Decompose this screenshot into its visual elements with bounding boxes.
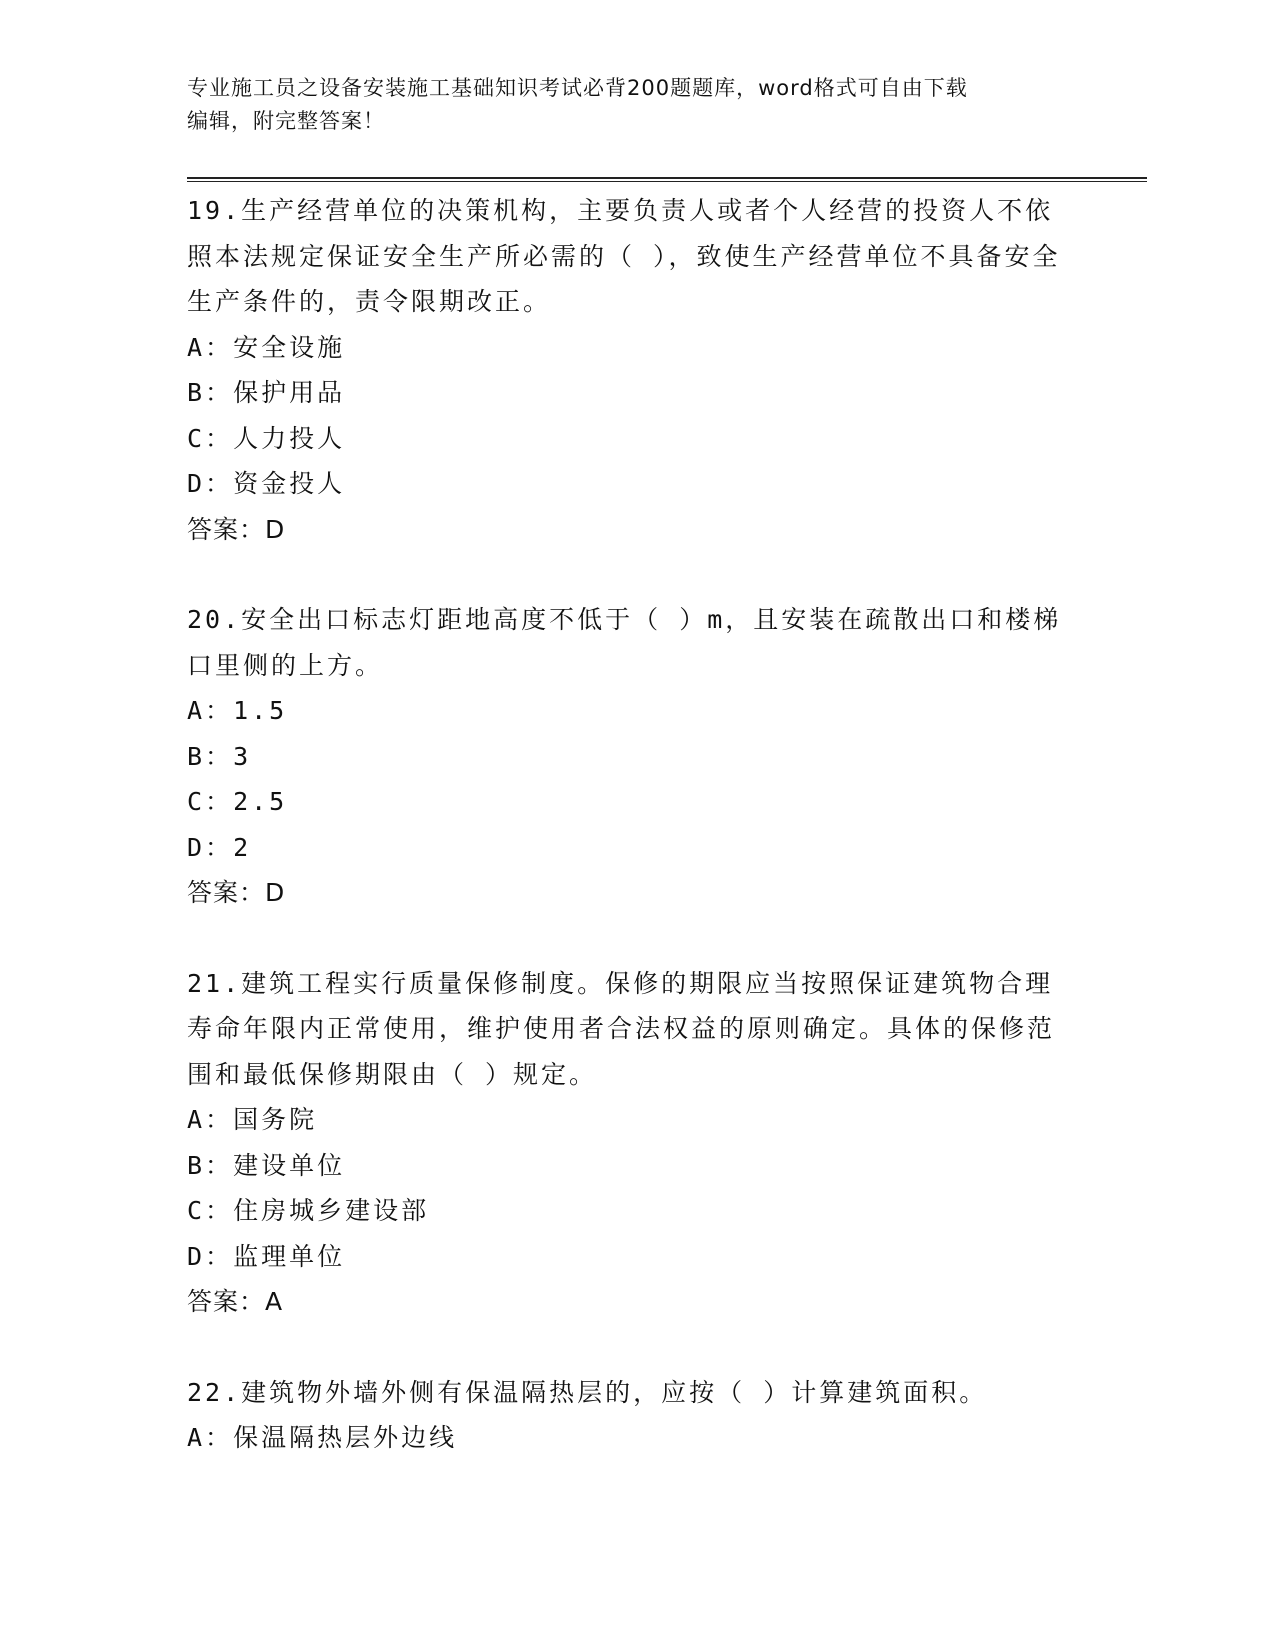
option-letter: B：: [187, 1150, 234, 1180]
question-22: [187, 1370, 1067, 1461]
option-text: 2: [233, 832, 252, 862]
option-letter: C：: [187, 787, 234, 816]
option-letter: B：: [187, 378, 234, 407]
option-text: 人力投人: [233, 423, 346, 453]
option-text: 资金投人: [233, 469, 346, 498]
option-text: 3: [233, 741, 252, 771]
option-text: 国务院: [233, 1105, 318, 1134]
question-stem: 19.生产经营单位的决策机构，主要负责人或者个人经营的投资人不依照本法规定保证安全生产所必需的（ ），致使生产经营单位不具备安全生产条件的，责令限期改正。: [187, 196, 1061, 316]
option-a: [187, 1415, 1067, 1461]
option-letter: A：: [187, 696, 234, 725]
option-c: [187, 779, 1067, 825]
question-21: [187, 961, 1067, 1325]
option-c: [187, 1188, 1067, 1234]
question-stem: 22.建筑物外墙外侧有保温隔热层的，应按（ ）计算建筑面积。: [187, 1377, 988, 1407]
question-stem: 21.建筑工程实行质量保修制度。保修的期限应当按照保证建筑物合理寿命年限内正常使用，维护使用者合法权益的原则确定。具体的保修范围和最低保修期限由（ ）规定。: [187, 968, 1056, 1089]
option-d: [187, 1234, 1067, 1280]
option-text: 1.5: [233, 696, 288, 725]
option-letter: C：: [187, 1196, 234, 1225]
option-letter: C：: [187, 423, 234, 453]
option-letter: A：: [187, 1105, 234, 1134]
option-b: [187, 734, 1067, 780]
question-stem: 20.安全出口标志灯距地高度不低于（ ）m，且安装在疏散出口和楼梯口里侧的上方。: [187, 605, 1062, 680]
header-divider-thin: [187, 181, 1147, 182]
option-text: 2.5: [233, 787, 288, 816]
option-letter: A：: [187, 332, 234, 362]
option-a: [187, 325, 1067, 371]
option-letter: D：: [187, 469, 234, 498]
option-text: 保温隔热层外边线: [233, 1423, 458, 1452]
answer-line: 答案：A: [187, 1287, 284, 1316]
question-list: [187, 188, 1067, 1506]
option-letter: D：: [187, 832, 234, 862]
answer-line: 答案：D: [187, 514, 286, 544]
option-letter: A：: [187, 1423, 234, 1452]
option-b: [187, 1143, 1067, 1189]
option-letter: D：: [187, 1241, 234, 1271]
document-header: [187, 72, 1067, 138]
option-text: 建设单位: [233, 1150, 346, 1180]
option-text: 保护用品: [233, 378, 346, 407]
header-line-2: 编辑，附完整答案！: [187, 109, 385, 133]
option-a: [187, 688, 1067, 734]
option-b: [187, 370, 1067, 416]
answer-line: 答案：D: [187, 878, 286, 907]
option-text: 安全设施: [233, 332, 346, 362]
header-line-1: 专业施工员之设备安装施工基础知识考试必背200题题库，word格式可自由下载: [187, 76, 968, 100]
option-d: [187, 825, 1067, 871]
question-20: [187, 597, 1067, 916]
option-c: [187, 416, 1067, 462]
question-19: [187, 188, 1067, 552]
option-letter: B：: [187, 741, 234, 771]
option-d: [187, 461, 1067, 507]
header-divider-thick: [187, 177, 1147, 179]
option-a: [187, 1097, 1067, 1143]
option-text: 住房城乡建设部: [233, 1196, 430, 1225]
option-text: 监理单位: [233, 1241, 346, 1271]
